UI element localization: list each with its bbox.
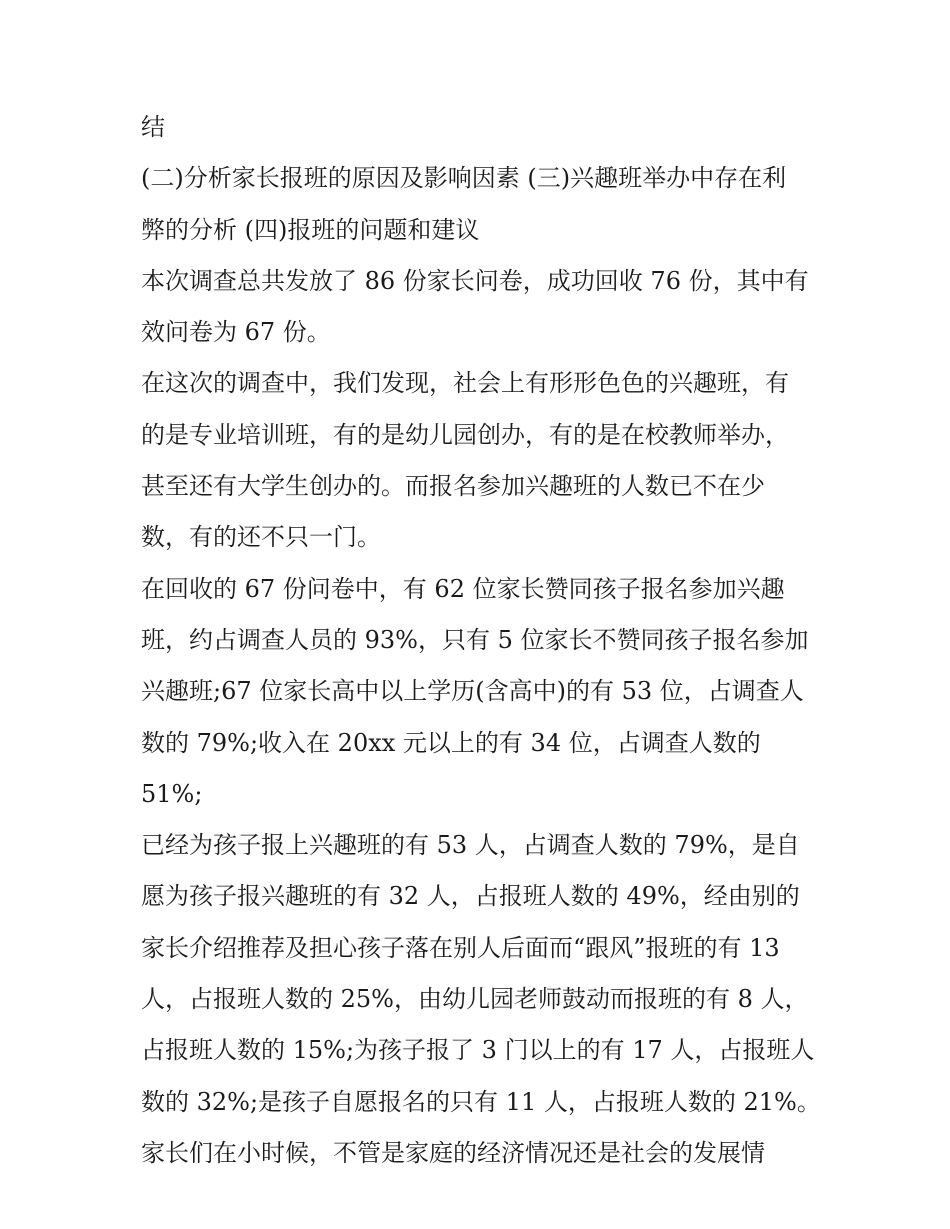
text-line-11: 班，约占调查人员的 93%，只有 5 位家长不赞同孩子报名参加 xyxy=(141,625,809,654)
document-body xyxy=(141,102,821,1179)
text-line-5: 效问卷为 67 份。 xyxy=(141,318,331,347)
text-line-15: 愿为孩子报兴趣班的有 32 人，占报班人数的 49%，经由别的 xyxy=(141,882,800,911)
text-line-2: (二)分析家长报班的原因及影响因素 (三)兴趣班举办中存在利 xyxy=(141,164,787,193)
text-line-16: 家长介绍推荐及担心孩子落在别人后面而“跟风”报班的有 13 xyxy=(141,933,780,962)
text-line-6: 在这次的调查中，我们发现，社会上有形形色色的兴趣班，有 xyxy=(141,369,789,398)
text-line-12: 兴趣班;67 位家长高中以上学历(含高中)的有 53 位，占调查人 xyxy=(141,677,804,706)
text-line-14: 已经为孩子报上兴趣班的有 53 人，占调查人数的 79%，是自 xyxy=(141,831,800,860)
text-line-4: 本次调查总共发放了 86 份家长问卷，成功回收 76 份，其中有 xyxy=(141,266,809,295)
text-line-17: 人，占报班人数的 25%，由幼儿园老师鼓动而报班的有 8 人， xyxy=(141,985,809,1014)
text-line-19: 数的 32%;是孩子自愿报名的只有 11 人，占报班人数的 21%。 xyxy=(141,1087,821,1116)
text-line-9: 数，有的还不只一门。 xyxy=(141,523,381,552)
text-line-8: 甚至还有大学生创办的。而报名参加兴趣班的人数已不在少 xyxy=(141,472,765,501)
text-line-13: 数的 79%;收入在 20xx 元以上的有 34 位，占调查人数的 51%; xyxy=(141,728,769,808)
text-line-18: 占报班人数的 15%;为孩子报了 3 门以上的有 17 人，占报班人 xyxy=(141,1036,815,1065)
text-line-10: 在回收的 67 份问卷中，有 62 位家长赞同孩子报名参加兴趣 xyxy=(141,574,785,603)
text-line-3: 弊的分析 (四)报班的问题和建议 xyxy=(141,215,480,244)
text-line-1: 结 xyxy=(141,113,165,141)
text-line-20: 家长们在小时候，不管是家庭的经济情况还是社会的发展情 xyxy=(141,1138,765,1167)
text-line-7: 的是专业培训班，有的是幼儿园创办，有的是在校教师举办， xyxy=(141,420,789,449)
